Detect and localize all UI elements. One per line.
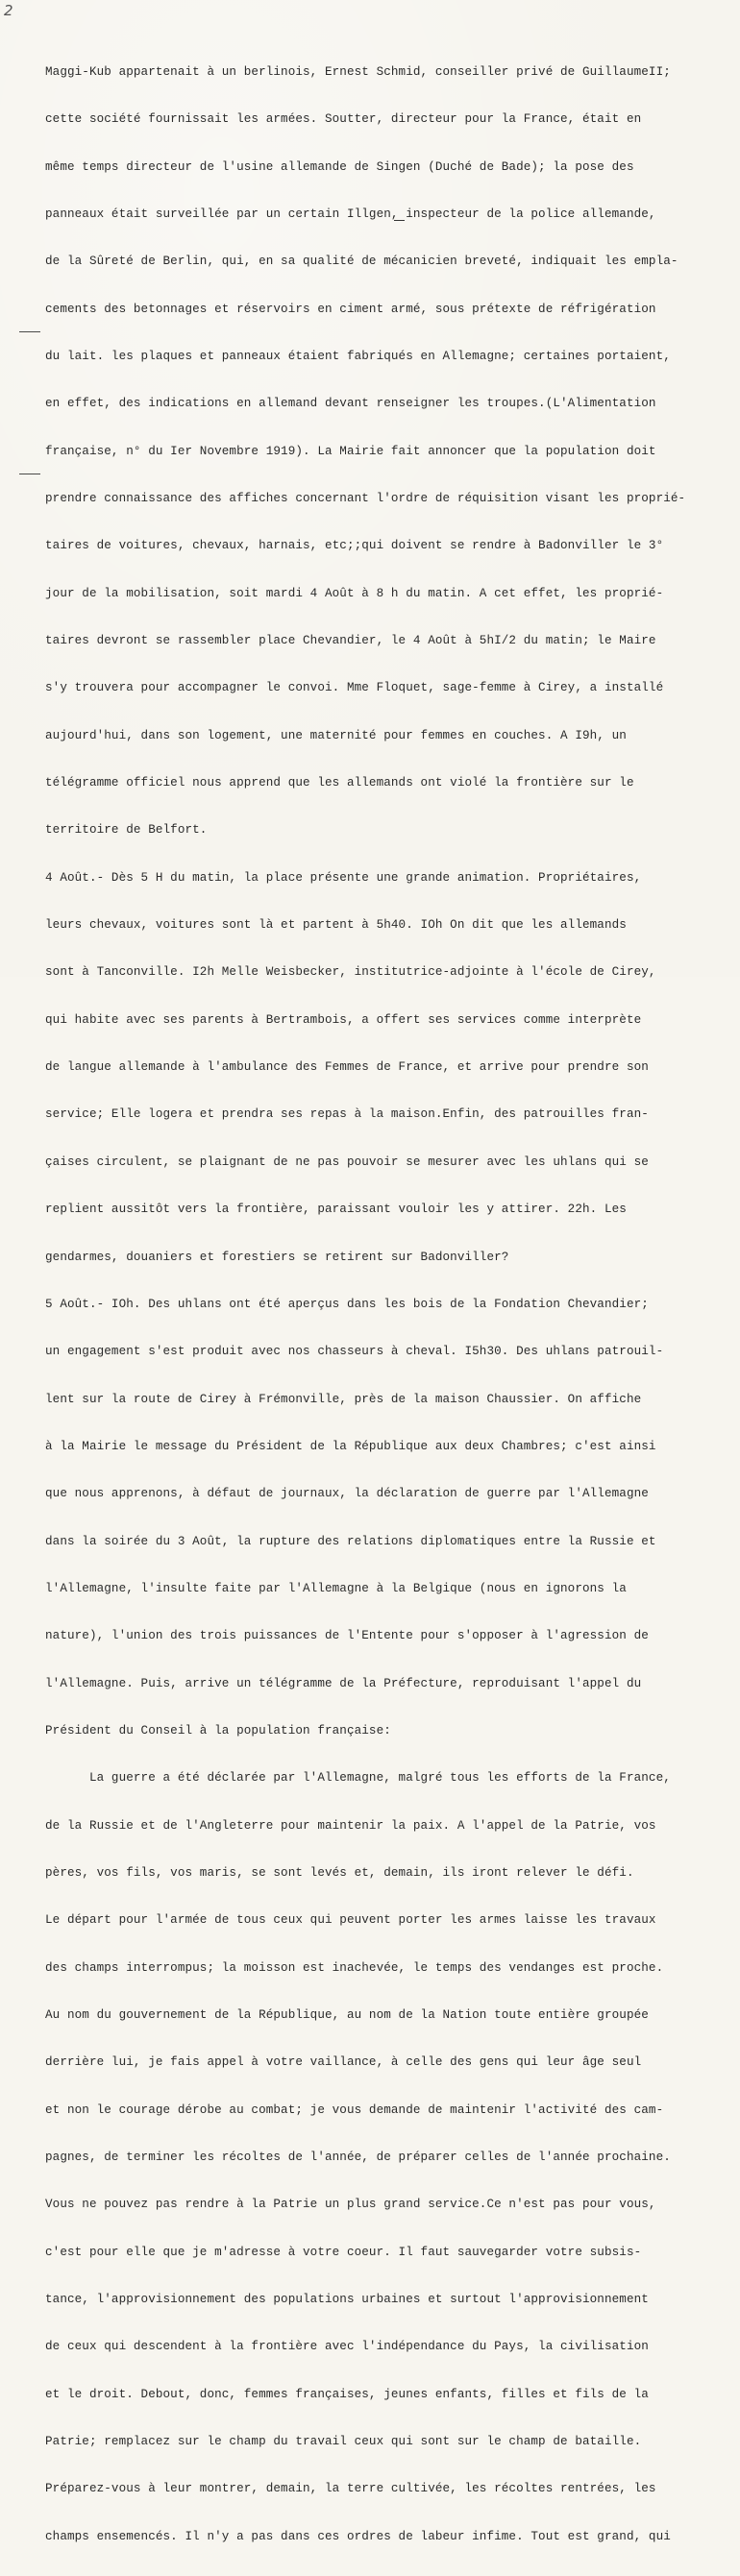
text-line: nature), l'union des trois puissances de l'Entente pour s'opposer à l'agression de (45, 1629, 649, 1643)
text-line: qui habite avec ses parents à Bertrambois, a offert ses services comme interprète (45, 1012, 642, 1027)
quote-line: c'est pour elle que je m'adresse à votre coeur. Il faut sauvegarder votre subsis- (45, 2245, 642, 2259)
text-line: taires devront se rassembler place Chevandier, le 4 Août à 5hI/2 du matin; le Maire (45, 634, 656, 648)
text-line: Président du Conseil à la population française: (45, 1723, 391, 1738)
text-line: Maggi-Kub appartenait à un berlinois, Ernest Schmid, conseiller privé de GuillaumeII; (45, 64, 671, 79)
quote-line: tance, l'approvisionnement des populations urbaines et surtout l'approvisionnement (45, 2293, 649, 2307)
text-line: française, n° du Ier Novembre 1919). La Mairie fait annoncer que la population doit (45, 444, 656, 458)
quote-line: Le départ pour l'armée de tous ceux qui peuvent porter les armes laisse les travaux (45, 1913, 656, 1928)
text-line: sont à Tanconville. I2h Melle Weisbecker, institutrice-adjointe à l'école de Cirey, (45, 965, 656, 980)
text-line: aujourd'hui, dans son logement, une maternité pour femmes en couches. A I9h, un (45, 728, 627, 742)
text-line: de langue allemande à l'ambulance des Femmes de France, et arrive pour prendre son (45, 1060, 649, 1075)
quote-line: derrière lui, je fais appel à votre vaillance, à celle des gens qui leur âge seul (45, 2055, 642, 2070)
quote-line: champs ensemencés. Il n'y a pas dans ces ordres de labeur infime. Tout est grand, qui (45, 2529, 671, 2543)
text-line: çaises circulent, se plaignant de ne pas pouvoir se mesurer avec les uhlans qui se (45, 1154, 649, 1169)
hand-underline (394, 220, 405, 221)
text-line: télégramme officiel nous apprend que les allemands ont violé la frontière sur le (45, 776, 634, 790)
document-body (45, 33, 708, 2576)
text-line: prendre connaissance des affiches concernant l'ordre de réquisition visant les proprié- (45, 492, 686, 505)
quote-line: pères, vos fils, vos maris, se sont levés et, demain, ils iront relever le défi. (45, 1865, 634, 1880)
entry-heading-line: 4 Août.- Dès 5 H du matin, la place présente une grande animation. Propriétaires, (45, 870, 642, 885)
text-line: s'y trouvera pour accompagner le convoi. Mme Floquet, sage-femme à Cirey, a installé (45, 681, 664, 695)
text-line: même temps directeur de l'usine allemande de Singen (Duché de Bade); la pose des (45, 159, 634, 174)
text-line: service; Elle logera et prendra ses repas à la maison.Enfin, des patrouilles fran- (45, 1107, 649, 1122)
text-line: un engagement s'est produit avec nos chasseurs à cheval. I5h30. Des uhlans patrouil- (45, 1345, 664, 1359)
quote-line: et non le courage dérobe au combat; je vous demande de maintenir l'activité des cam- (45, 2102, 664, 2117)
quote-line: Au nom du gouvernement de la République, au nom de la Nation toute entière groupée (45, 2008, 649, 2022)
text-line: leurs chevaux, voitures sont là et partent à 5h40. IOh On dit que les allemands (45, 918, 627, 933)
text-line: l'Allemagne. Puis, arrive un télégramme de la Préfecture, reproduisant l'appel du (45, 1676, 642, 1690)
quote-line: des champs interrompus; la moisson est inachevée, le temps des vendanges est proche. (45, 1960, 664, 1975)
text-line: replient aussitôt vers la frontière, paraissant vouloir les y attirer. 22h. Les (45, 1203, 627, 1217)
text-line: que nous apprenons, à défaut de journaux, la déclaration de guerre par l'Allemagne (45, 1487, 649, 1501)
quote-line: de la Russie et de l'Angleterre pour maintenir la paix. A l'appel de la Patrie, vos (45, 1818, 656, 1833)
text-line: en effet, des indications en allemand devant renseigner les troupes.(L'Alimentation (45, 397, 656, 411)
entry-heading-line: 5 Août.- IOh. Des uhlans ont été aperçus dans les bois de la Fondation Chevandier; (45, 1297, 649, 1311)
quote-line: Vous ne pouvez pas rendre à la Patrie un plus grand service.Ce n'est pas pour vous, (45, 2198, 656, 2212)
quote-line: et le droit. Debout, donc, femmes françaises, jeunes enfants, filles et fils de la (45, 2387, 649, 2401)
quote-line: Patrie; remplacez sur le champ du travail ceux qui sont sur le champ de bataille. (45, 2435, 642, 2449)
text-line: taires de voitures, chevaux, harnais, etc;;qui doivent se rendre à Badonviller le 3° (45, 539, 664, 553)
quote-line: La guerre a été déclarée par l'Allemagne, malgré tous les efforts de la France, (45, 1771, 671, 1786)
text-line: l'Allemagne, l'insulte faite par l'Allemagne à la Belgique (nous en ignorons la (45, 1581, 627, 1595)
text-line: à la Mairie le message du Président de la République aux deux Chambres; c'est ainsi (45, 1439, 656, 1453)
quote-line: pagnes, de terminer les récoltes de l'année, de préparer celles de l'année prochaine. (45, 2151, 671, 2165)
quote-line: de ceux qui descendent à la frontière avec l'indépendance du Pays, la civilisation (45, 2340, 649, 2354)
text-line: panneaux était surveillée par un certain Illgen, inspecteur de la police allemande, (45, 207, 656, 221)
quote-line: Préparez-vous à leur montrer, demain, la terre cultivée, les récoltes rentrées, les (45, 2482, 656, 2496)
text-line: jour de la mobilisation, soit mardi 4 Août à 8 h du matin. A cet effet, les proprié- (45, 586, 664, 600)
text-line: lent sur la route de Cirey à Frémonville, près de la maison Chaussier. On affiche (45, 1392, 642, 1406)
text-line: du lait. les plaques et panneaux étaient fabriqués en Allemagne; certaines portaient, (45, 349, 671, 363)
text-line: cements des betonnages et réservoirs en ciment armé, sous prétexte de réfrigération (45, 302, 656, 316)
text-line: dans la soirée du 3 Août, la rupture des relations diplomatiques entre la Russie et (45, 1534, 656, 1548)
text-line: cette société fournissait les armées. Soutter, directeur pour la France, était en (45, 112, 642, 127)
margin-mark-4-aout (19, 331, 40, 332)
text-line: territoire de Belfort. (45, 823, 208, 838)
text-line: de la Sûreté de Berlin, qui, en sa qualité de mécanicien breveté, indiquait les empla- (45, 255, 678, 269)
page-number: 2 (4, 2, 13, 19)
text-line: gendarmes, douaniers et forestiers se retirent sur Badonviller? (45, 1250, 509, 1264)
